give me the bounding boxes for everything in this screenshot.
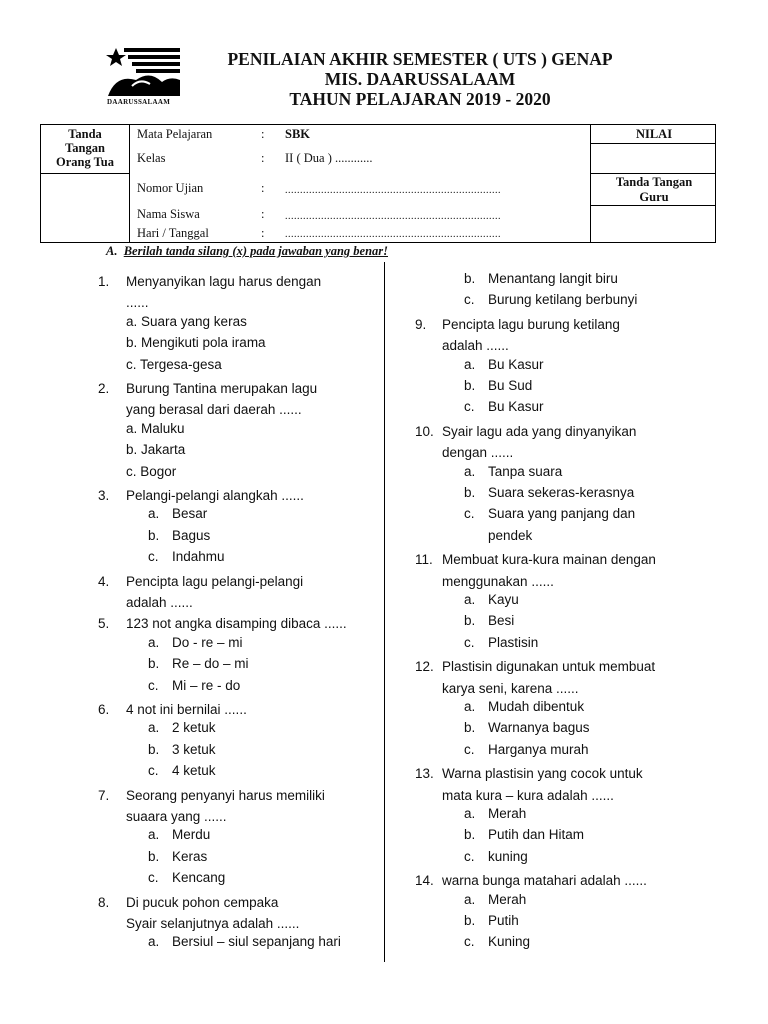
parent-signature-label: Tanda Tangan Orang Tua bbox=[55, 127, 114, 169]
answer-option: Bersiul – siul sepanjang hari bbox=[172, 934, 341, 950]
answer-option-letter: c. bbox=[464, 634, 475, 650]
question-number: 12. bbox=[415, 659, 434, 675]
logo-caption: DAARUSSALAAM bbox=[107, 98, 171, 106]
question-text: Menyanyikan lagu harus dengan bbox=[126, 274, 322, 289]
answer-option: Merah bbox=[488, 891, 527, 907]
answer-option: Re – do – mi bbox=[172, 656, 249, 672]
school-name: MIS. DAARUSSALAAM bbox=[324, 69, 516, 89]
answer-option: a. Suara yang keras bbox=[126, 313, 247, 329]
question-number: 11. bbox=[415, 552, 433, 568]
answer-option: Suara sekeras-kerasnya bbox=[488, 485, 635, 500]
question-number: 7. bbox=[98, 787, 110, 803]
column-divider bbox=[384, 262, 385, 962]
question-text: mata kura – kura adalah ...... bbox=[442, 787, 614, 803]
answer-option-letter: a. bbox=[464, 356, 476, 372]
answer-option-letter: b. bbox=[464, 613, 476, 629]
answer-option-letter: b. bbox=[148, 741, 160, 757]
answer-option: Harganya murah bbox=[488, 741, 589, 757]
answer-option-letter: c. bbox=[464, 399, 475, 415]
question-text: karya seni, karena ...... bbox=[442, 680, 579, 696]
answer-option: kuning bbox=[488, 848, 528, 864]
answer-option-letter: b. bbox=[148, 848, 160, 864]
answer-option: Besi bbox=[488, 613, 515, 629]
answer-option: Mi – re - do bbox=[172, 677, 241, 693]
question-text: dengan ...... bbox=[442, 445, 514, 461]
answer-option-letter: c. bbox=[464, 848, 475, 864]
answer-option-letter: c. bbox=[148, 549, 159, 565]
question-text: Warna plastisin yang cocok untuk bbox=[442, 766, 643, 782]
score-label: NILAI bbox=[635, 127, 673, 141]
student-name-label: Nama Siswa bbox=[137, 207, 200, 221]
date-label: Hari / Tanggal bbox=[137, 226, 209, 240]
answer-option: c. Bogor bbox=[126, 463, 177, 479]
answer-option: b. Jakarta bbox=[126, 442, 186, 458]
answer-option-letter: a. bbox=[464, 891, 476, 907]
answer-option-letter: a. bbox=[148, 720, 160, 736]
class-value[interactable]: II ( Dua ) ............ bbox=[285, 151, 373, 165]
question-number: 1. bbox=[98, 274, 110, 289]
answer-option-letter: c. bbox=[148, 763, 159, 779]
subject-label: Mata Pelajaran bbox=[137, 127, 213, 141]
student-info-table: Tanda Tangan Orang Tua Mata Pelajaran : SBK Kelas : II ( Dua ) ............ Nomor Ujian : ........................................................................ Nama Siswa : ........................................................................ Hari / Tanggal : ........................................................................ NILAI Tanda Tangan Guru bbox=[40, 124, 716, 243]
answer-option: c. Tergesa-gesa bbox=[126, 356, 222, 372]
answer-option: a. Maluku bbox=[126, 420, 185, 436]
question-number: 13. bbox=[415, 766, 434, 782]
answer-option-letter: a. bbox=[464, 463, 476, 479]
answer-option-letter: c. bbox=[148, 677, 159, 693]
answer-option-letter: b. bbox=[148, 527, 160, 543]
question-text: Membuat kura-kura mainan dengan bbox=[442, 552, 656, 568]
question-number: 9. bbox=[415, 316, 427, 332]
answer-option: Menantang langit biru bbox=[488, 271, 618, 286]
answer-option-letter: c. bbox=[464, 506, 475, 522]
teacher-signature-label: Tanda Tangan Guru bbox=[615, 175, 693, 204]
answer-option: Merdu bbox=[172, 827, 211, 843]
question-text: adalah ...... bbox=[442, 338, 509, 354]
date-field[interactable]: ........................................................................ bbox=[285, 229, 501, 240]
answer-option-letter: c. bbox=[464, 292, 475, 308]
answer-option-letter: c. bbox=[148, 870, 159, 886]
answer-option-letter: b. bbox=[464, 485, 476, 500]
question-text: Syair selanjutnya adalah ...... bbox=[126, 916, 300, 931]
question-number: 8. bbox=[98, 894, 110, 910]
answer-option-letter: a. bbox=[464, 699, 476, 714]
answer-option: Suara yang panjang dan bbox=[488, 506, 636, 522]
subject-value: SBK bbox=[285, 127, 311, 141]
answer-option-letter: a. bbox=[464, 592, 476, 607]
answer-option: Bagus bbox=[172, 527, 211, 543]
answer-option: Indahmu bbox=[172, 549, 225, 565]
answer-option: Burung ketilang berbunyi bbox=[488, 292, 638, 308]
question-text: Seorang penyanyi harus memiliki bbox=[126, 787, 325, 803]
question-number: 2. bbox=[98, 381, 110, 396]
question-text: 4 not ini bernilai ...... bbox=[126, 702, 247, 717]
question-number: 14. bbox=[415, 873, 434, 889]
answer-option-letter: a. bbox=[148, 506, 160, 522]
answer-option: Putih bbox=[488, 913, 519, 928]
answer-option-letter: a. bbox=[148, 934, 160, 950]
question-text: yang berasal dari daerah ...... bbox=[126, 402, 302, 418]
answer-option: Bu Kasur bbox=[488, 356, 544, 372]
question-text: Pelangi-pelangi alangkah ...... bbox=[126, 488, 304, 503]
answer-option: Bu Sud bbox=[488, 378, 533, 393]
answer-option: b. Mengikuti pola irama bbox=[126, 335, 266, 351]
answer-option: Warnanya bagus bbox=[488, 720, 590, 736]
student-name-field[interactable]: ........................................................................ bbox=[285, 211, 501, 222]
answer-option: 3 ketuk bbox=[172, 741, 216, 757]
answer-option: Keras bbox=[172, 848, 208, 864]
answer-option-letter: b. bbox=[464, 913, 476, 928]
answer-option: pendek bbox=[488, 527, 533, 543]
instruction: A. Berilah tanda silang (x) pada jawaban yang benar! bbox=[106, 244, 388, 258]
question-number: 4. bbox=[98, 573, 110, 589]
answer-option-letter: b. bbox=[464, 378, 476, 393]
question-number: 5. bbox=[98, 616, 110, 632]
answer-option-letter: a. bbox=[464, 806, 476, 821]
question-text: Syair lagu ada yang dinyanyikan bbox=[442, 423, 637, 439]
question-text: suaara yang ...... bbox=[126, 809, 227, 824]
answer-option-letter: b. bbox=[464, 720, 476, 736]
answer-option: Plastisin bbox=[488, 634, 539, 650]
answer-option: Putih dan Hitam bbox=[488, 827, 585, 843]
answer-option: 2 ketuk bbox=[172, 720, 216, 736]
answer-option: Besar bbox=[172, 506, 208, 522]
answer-option-letter: c. bbox=[464, 934, 475, 950]
class-label: Kelas bbox=[137, 151, 166, 165]
question-number: 6. bbox=[98, 702, 110, 717]
question-text: ...... bbox=[126, 295, 149, 311]
answer-option: Tanpa suara bbox=[488, 463, 563, 479]
answer-option: Kayu bbox=[488, 592, 519, 607]
answer-option-letter: b. bbox=[464, 827, 476, 843]
answer-option-letter: a. bbox=[148, 634, 160, 650]
exam-number-field[interactable]: ........................................................................ bbox=[285, 185, 501, 196]
question-text: warna bunga matahari adalah ...... bbox=[442, 873, 647, 889]
exam-number-label: Nomor Ujian bbox=[137, 181, 204, 195]
question-text: menggunakan ...... bbox=[442, 573, 554, 589]
page-title: PENILAIAN AKHIR SEMESTER ( UTS ) GENAP bbox=[227, 49, 613, 69]
question-text: Pencipta lagu pelangi-pelangi bbox=[126, 573, 304, 589]
question-number: 3. bbox=[98, 488, 110, 503]
question-number: 10. bbox=[415, 423, 434, 439]
answer-option: Kencang bbox=[172, 870, 226, 886]
answer-option: 4 ketuk bbox=[172, 763, 216, 779]
answer-option-letter: c. bbox=[464, 741, 475, 757]
answer-option-letter: a. bbox=[148, 827, 160, 843]
answer-option: Kuning bbox=[488, 934, 531, 950]
answer-option: Bu Kasur bbox=[488, 399, 544, 415]
answer-option: Merah bbox=[488, 806, 527, 821]
answer-option: Do - re – mi bbox=[172, 634, 243, 650]
answer-option: Mudah dibentuk bbox=[488, 699, 585, 714]
answer-option-letter: b. bbox=[148, 656, 160, 672]
question-text: adalah ...... bbox=[126, 595, 193, 610]
question-text: Burung Tantina merupakan lagu bbox=[126, 381, 318, 396]
answer-option-letter: b. bbox=[464, 271, 476, 286]
question-text: Pencipta lagu burung ketilang bbox=[442, 316, 620, 332]
academic-year: TAHUN PELAJARAN 2019 - 2020 bbox=[289, 89, 551, 109]
question-text: Plastisin digunakan untuk membuat bbox=[442, 659, 656, 675]
question-text: Di pucuk pohon cempaka bbox=[126, 894, 279, 910]
question-text: 123 not angka disamping dibaca ...... bbox=[126, 616, 347, 632]
